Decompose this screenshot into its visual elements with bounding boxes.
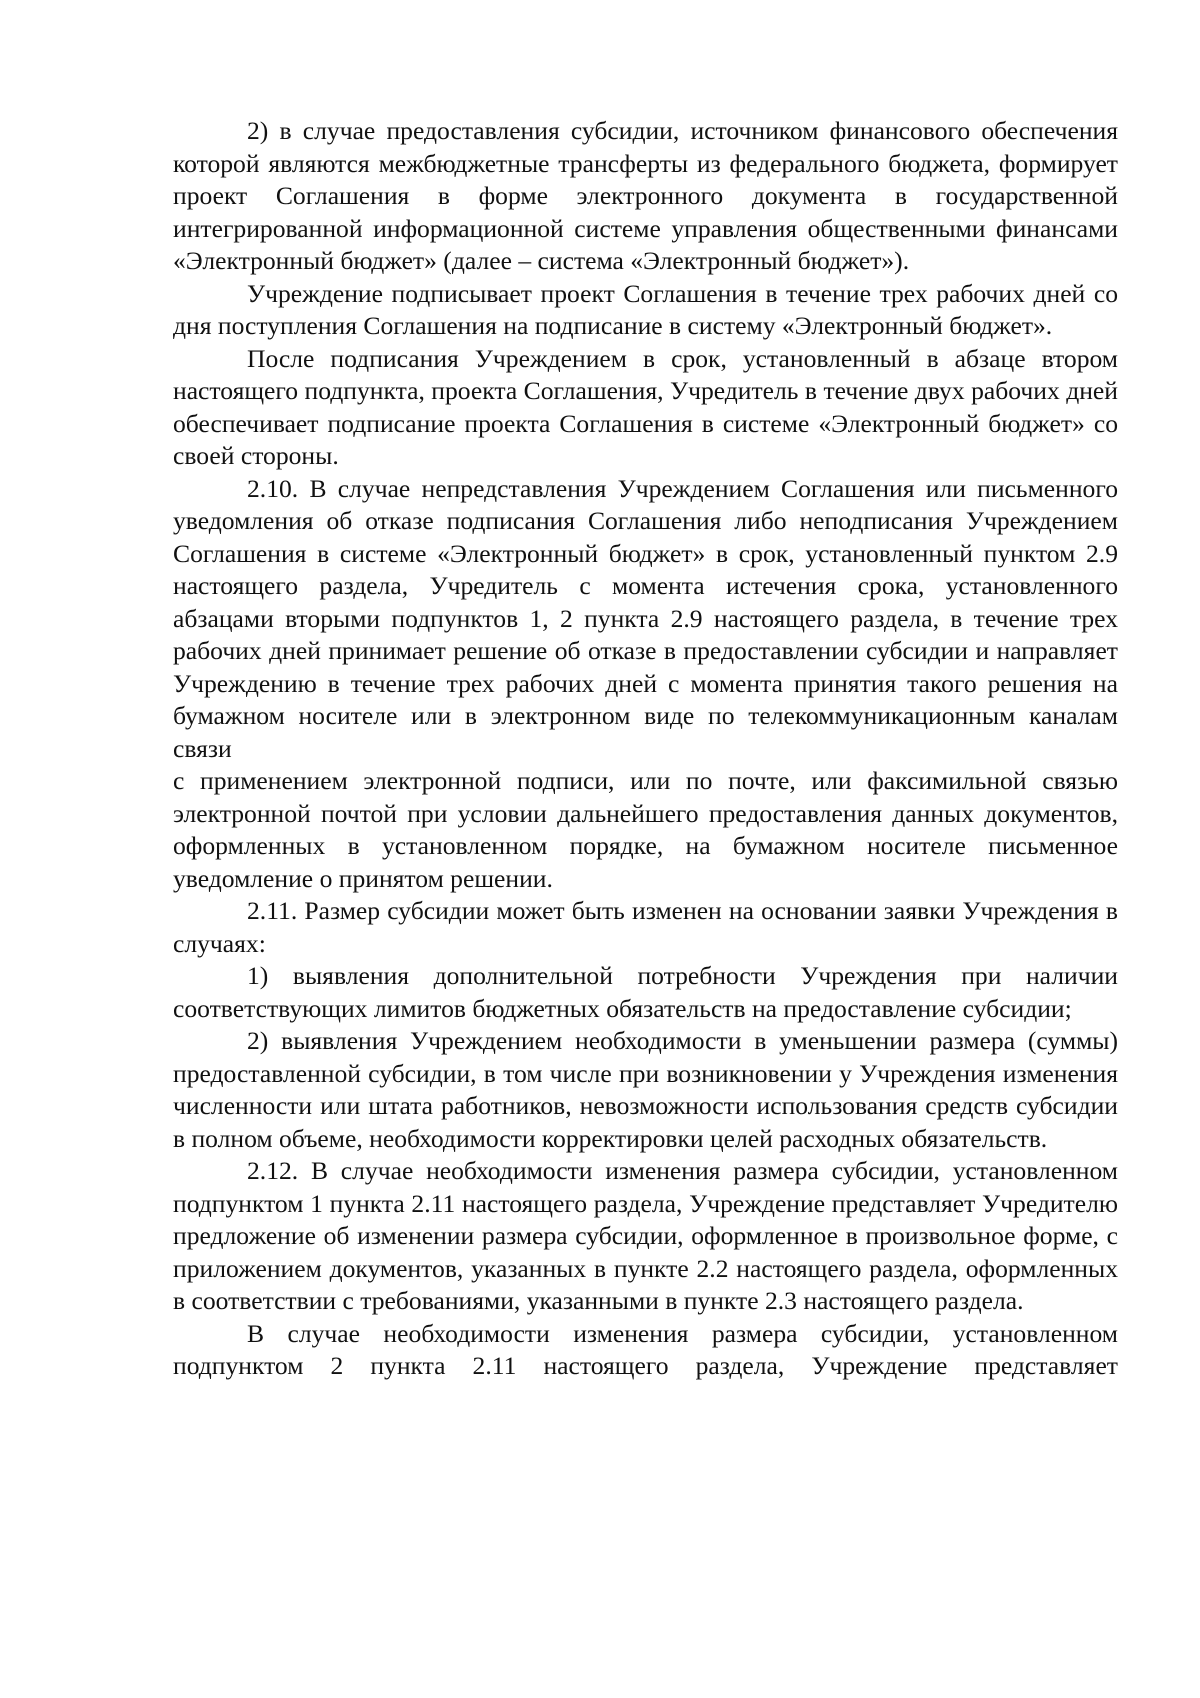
paragraph-2-11-item-2: 2) выявления Учреждением необходимости в уменьшении размера (суммы) предоставленной субсидии, в том числе при возникновении у Учреждения изменения численности или штата работников, невозможности использования средств субсидии в полном объеме, необходимости корректировки целей расходных обязательств. [173, 1026, 1118, 1153]
paragraph-2-12: 2.12. В случае необходимости изменения размера субсидии, установленном подпунктом 1 пункта 2.11 настоящего раздела, Учреждение представляет Учредителю предложение об изменении размера субсидии, оформленное в произвольное форме, с приложением документов, указанных в пункте 2.2 настоящего раздела, оформленных в соответствии с требованиями, указанными в пункте 2.3 настоящего раздела. [173, 1156, 1118, 1315]
paragraph-signing-term: Учреждение подписывает проект Соглашения в течение трех рабочих дней со дня поступления Соглашения на подписание в систему «Электронный бюджет». [173, 278, 1118, 340]
paragraph-2-11-item-1: 1) выявления дополнительной потребности Учреждения при наличии соответствующих лимитов бюджетных обязательств на предоставление субсидии; [173, 961, 1118, 1023]
paragraph-2-12-second: В случае необходимости изменения размера субсидии, установленном подпунктом 2 пункта 2.11 настоящего раздела, Учреждение представляет [173, 1318, 1118, 1380]
document-body [173, 115, 1118, 1383]
paragraph-2-10-continued: с применением электронной подписи, или по почте, или факсимильной связью электронной почтой при условии дальнейшего предоставления данных документов, оформленных в установленном порядке, на бумажном носителе письменное уведомление о принятом решении. [173, 766, 1118, 893]
paragraph-after-signing: После подписания Учреждением в срок, установленный в абзаце втором настоящего подпункта, проекта Соглашения, Учредитель в течение двух рабочих дней обеспечивает подписание проекта Соглашения в системе «Электронный бюджет» со своей стороны. [173, 343, 1118, 470]
paragraph-2-10: 2.10. В случае непредставления Учреждением Соглашения или письменного уведомления об отказе подписания Соглашения либо неподписания Учреждением Соглашения в системе «Электронный бюджет» в срок, установленный пунктом 2.9 настоящего раздела, Учредитель с момента истечения срока, установленного абзацами вторыми подпунктов 1, 2 пункта 2.9 настоящего раздела, в течение трех рабочих дней принимает решение об отказе в предоставлении субсидии и направляет Учреждению в течение трех рабочих дней с момента принятия такого решения на бумажном носителе или в электронном виде по телекоммуникационным каналам связи [173, 473, 1118, 763]
paragraph-2-11: 2.11. Размер субсидии может быть изменен на основании заявки Учреждения в случаях: [173, 896, 1118, 958]
paragraph-subpoint-2: 2) в случае предоставления субсидии, источником финансового обеспечения которой являются межбюджетные трансферты из федерального бюджета, формирует проект Соглашения в форме электронного документа в государственной интегрированной информационной системе управления общественными финансами «Электронный бюджет» (далее – система «Электронный бюджет»). [173, 116, 1118, 275]
